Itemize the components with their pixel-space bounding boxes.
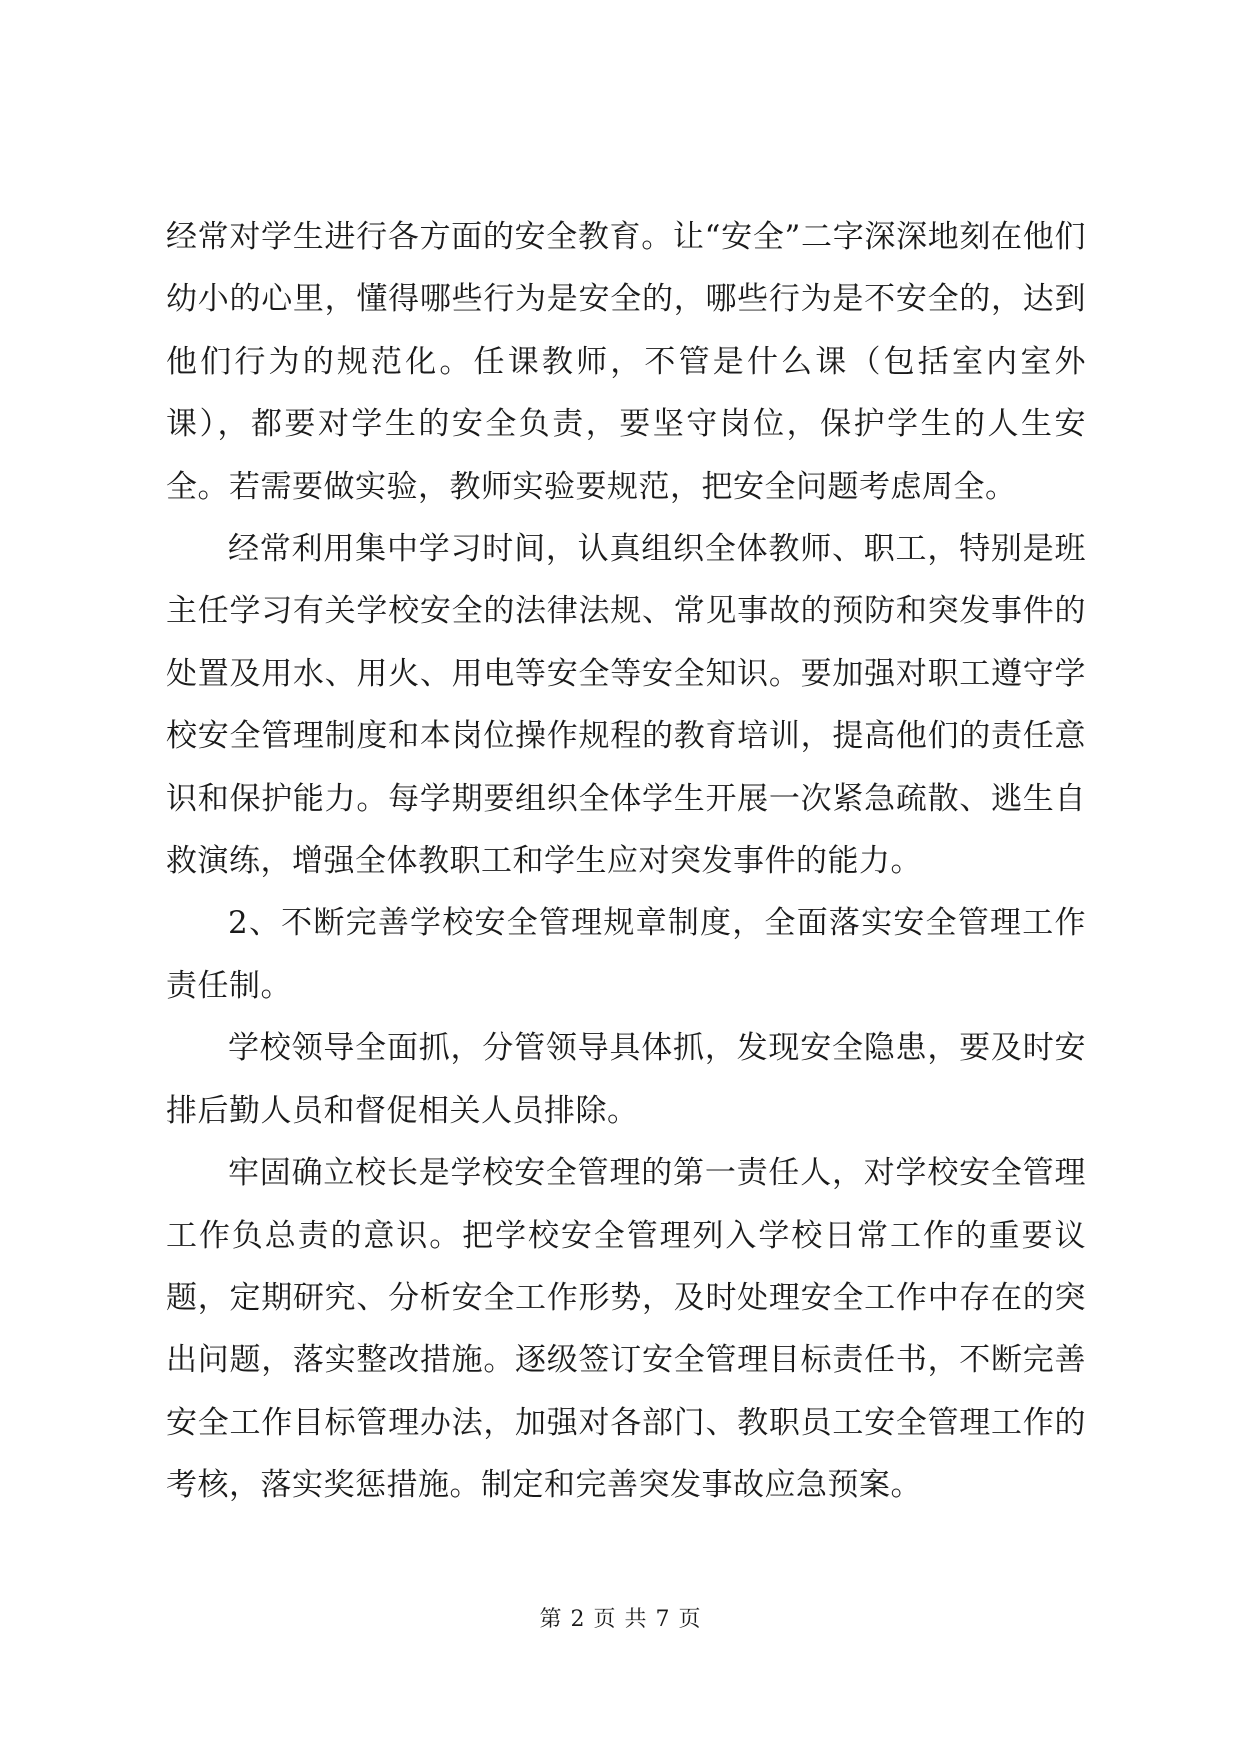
document-body <box>166 206 1086 1517</box>
paragraph-3-heading: 2、不断完善学校安全管理规章制度，全面落实安全管理工作责任制。 <box>166 905 1086 1004</box>
paragraph-5: 牢固确立校长是学校安全管理的第一责任人，对学校安全管理工作负总责的意识。把学校安全管理列入学校日常工作的重要议题，定期研究、分析安全工作形势，及时处理安全工作中存在的突出问题，落实整改措施。逐级签订安全管理目标责任书，不断完善安全工作目标管理办法，加强对各部门、教职员工安全管理工作的考核，落实奖惩措施。制定和完善突发事故应急预案。 <box>166 1155 1086 1504</box>
paragraph-2: 经常利用集中学习时间，认真组织全体教师、职工，特别是班主任学习有关学校安全的法律法规、常见事故的预防和突发事件的处置及用水、用火、用电等安全等安全知识。要加强对职工遵守学校安全管理制度和本岗位操作规程的教育培训，提高他们的责任意识和保护能力。每学期要组织全体学生开展一次紧急疏散、逃生自救演练，增强全体教职工和学生应对突发事件的能力。 <box>166 531 1086 880</box>
paragraph-4: 学校领导全面抓，分管领导具体抓，发现安全隐患，要及时安排后勤人员和督促相关人员排除。 <box>166 1030 1086 1129</box>
page-number-footer: 第 2 页 共 7 页 <box>539 1607 702 1632</box>
paragraph-1: 经常对学生进行各方面的安全教育。让“安全”二字深深地刻在他们幼小的心里，懂得哪些行为是安全的，哪些行为是不安全的，达到他们行为的规范化。任课教师，不管是什么课（包括室内室外课），都要对学生的安全负责，要坚守岗位，保护学生的人生安全。若需要做实验，教师实验要规范，把安全问题考虑周全。 <box>166 219 1086 505</box>
